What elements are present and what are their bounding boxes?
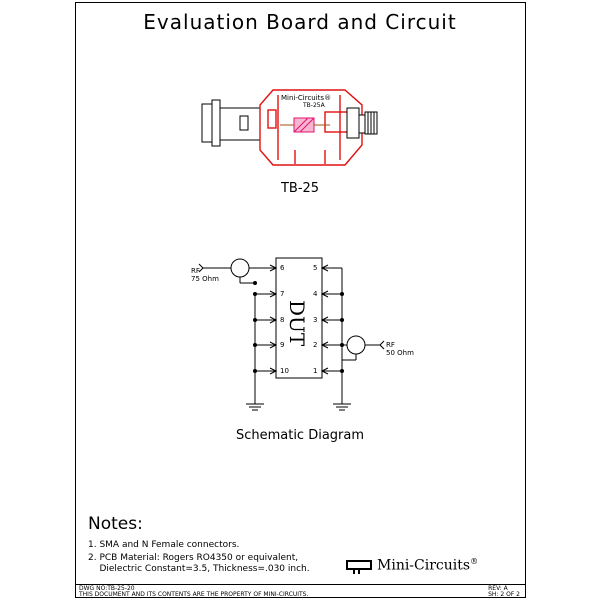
pin-1: 1 (313, 367, 318, 375)
logo-reg: ® (470, 557, 479, 566)
logo-text: Mini-Circuits (377, 557, 471, 574)
title-block (75, 584, 526, 599)
disclaimer: THIS DOCUMENT AND ITS CONTENTS ARE THE PROPERTY OF MINI-CIRCUITS. (79, 591, 309, 598)
page-title: Evaluation Board and Circuit (143, 10, 457, 34)
pin-5: 5 (313, 264, 318, 272)
rf-out-label: RF 50 Ohm (386, 341, 414, 357)
schematic-caption: Schematic Diagram (235, 428, 365, 443)
rf-out-coax-icon (347, 336, 365, 354)
board-caption: TB-25 (280, 181, 320, 196)
notes-heading: Notes: (88, 514, 143, 534)
pin-7: 7 (280, 290, 285, 298)
pin-6: 6 (280, 264, 285, 272)
revision: REV: A (488, 585, 508, 592)
dut-label: DUT (285, 300, 309, 347)
pin-4: 4 (313, 290, 318, 298)
board-part-number: TB-25A (303, 102, 325, 109)
rf-in-coax-icon (231, 259, 249, 277)
note-2: 2. PCB Material: Rogers RO4350 or equivalent, Dielectric Constant=3.5, Thickness=.030 inch. (88, 553, 310, 574)
note-1: 1. SMA and N Female connectors. (88, 540, 240, 550)
pin-10: 10 (280, 367, 289, 375)
sheet-number: SH: 2 OF 2 (488, 591, 520, 598)
board-brand: Mini-Circuits® (281, 94, 332, 102)
pin-3: 3 (313, 316, 318, 324)
pin-8: 8 (280, 316, 285, 324)
pin-9: 9 (280, 341, 285, 349)
dwg-number: DWG NO:TB-25-20 (79, 585, 135, 592)
rf-in-label: RF 75 Ohm (191, 267, 219, 283)
pin-2: 2 (313, 341, 318, 349)
logo-mark-icon (346, 560, 372, 570)
